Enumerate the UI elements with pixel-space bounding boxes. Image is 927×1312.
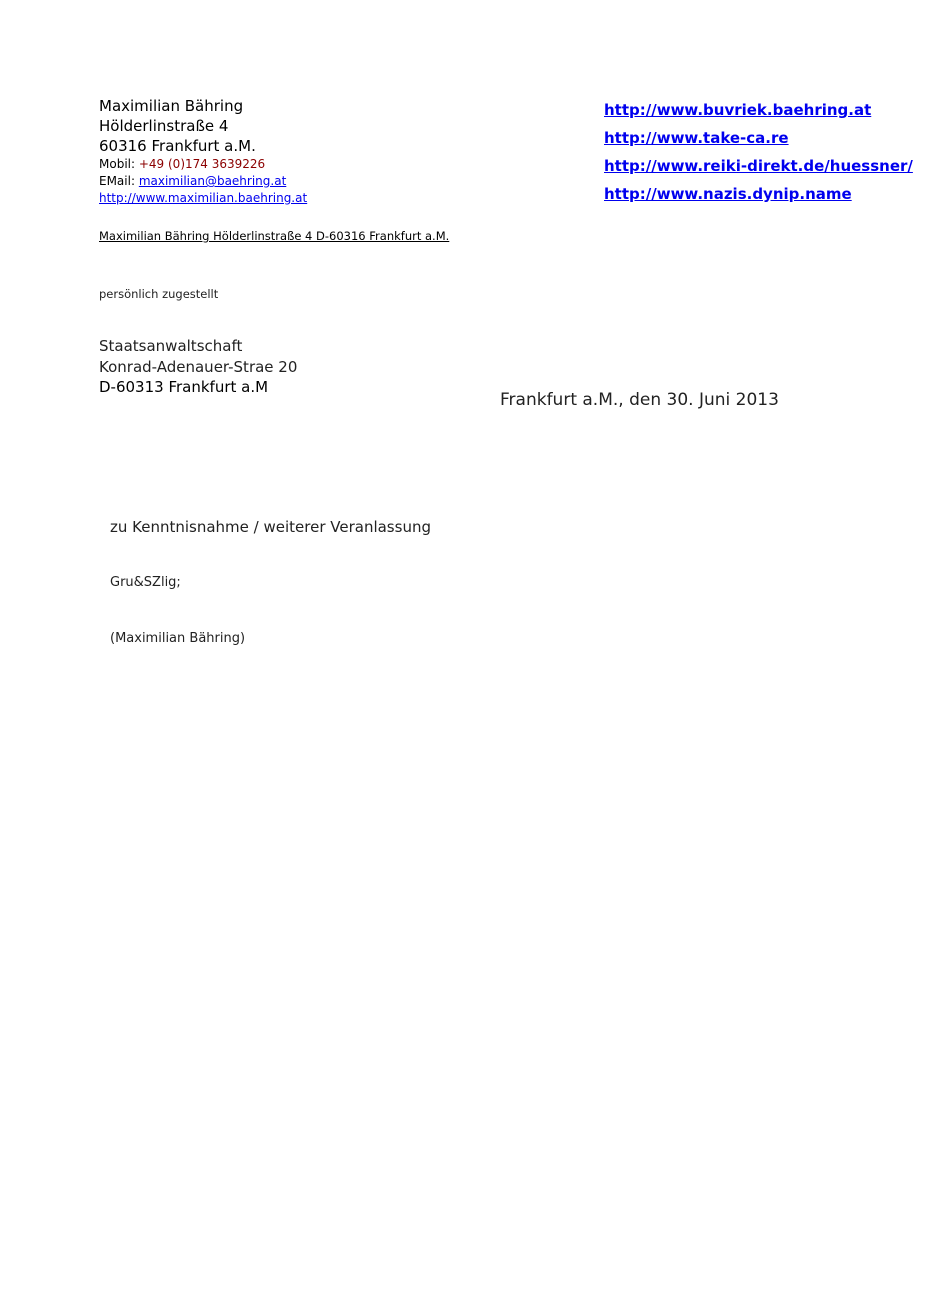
recipient-street: Konrad-Adenauer-Strae 20	[99, 358, 298, 376]
sender-mobile	[99, 156, 265, 172]
sender-street: Hölderlinstraße 4	[99, 117, 229, 135]
mobile-value: +49 (0)174 3639226	[138, 157, 266, 171]
signature: (Maximilian Bähring)	[110, 631, 246, 646]
return-address: Maximilian Bähring Hölderlinstraße 4 D-60316 Frankfurt a.M.	[99, 229, 450, 243]
link-reiki-direkt[interactable]: http://www.reiki-direkt.de/huessner/	[604, 157, 913, 175]
link-nazis-dynip[interactable]: http://www.nazis.dynip.name	[604, 185, 852, 203]
link-take-care[interactable]: http://www.take-ca.re	[604, 129, 789, 147]
sender-name: Maximilian Bähring	[99, 97, 244, 115]
link-list	[604, 96, 913, 208]
email-link[interactable]: maximilian@baehring.at	[138, 174, 287, 188]
recipient-name: Staatsanwaltschaft	[99, 337, 243, 355]
website-link[interactable]: http://www.maximilian.baehring.at	[99, 191, 308, 205]
date-line: Frankfurt a.M., den 30. Juni 2013	[500, 390, 779, 410]
mobile-label: Mobil:	[99, 157, 136, 171]
email-label: EMail:	[99, 174, 135, 188]
recipient-city: D-60313 Frankfurt a.M	[99, 378, 269, 396]
sender-website	[99, 190, 307, 206]
delivery-note: persönlich zugestellt	[99, 287, 219, 301]
sender-email	[99, 173, 286, 189]
sender-city: 60316 Frankfurt a.M.	[99, 137, 256, 155]
body-text: zu Kenntnisnahme / weiterer Veranlassung	[110, 518, 431, 536]
greeting: Gru&SZlig;	[110, 575, 181, 590]
link-buvriek[interactable]: http://www.buvriek.baehring.at	[604, 101, 872, 119]
